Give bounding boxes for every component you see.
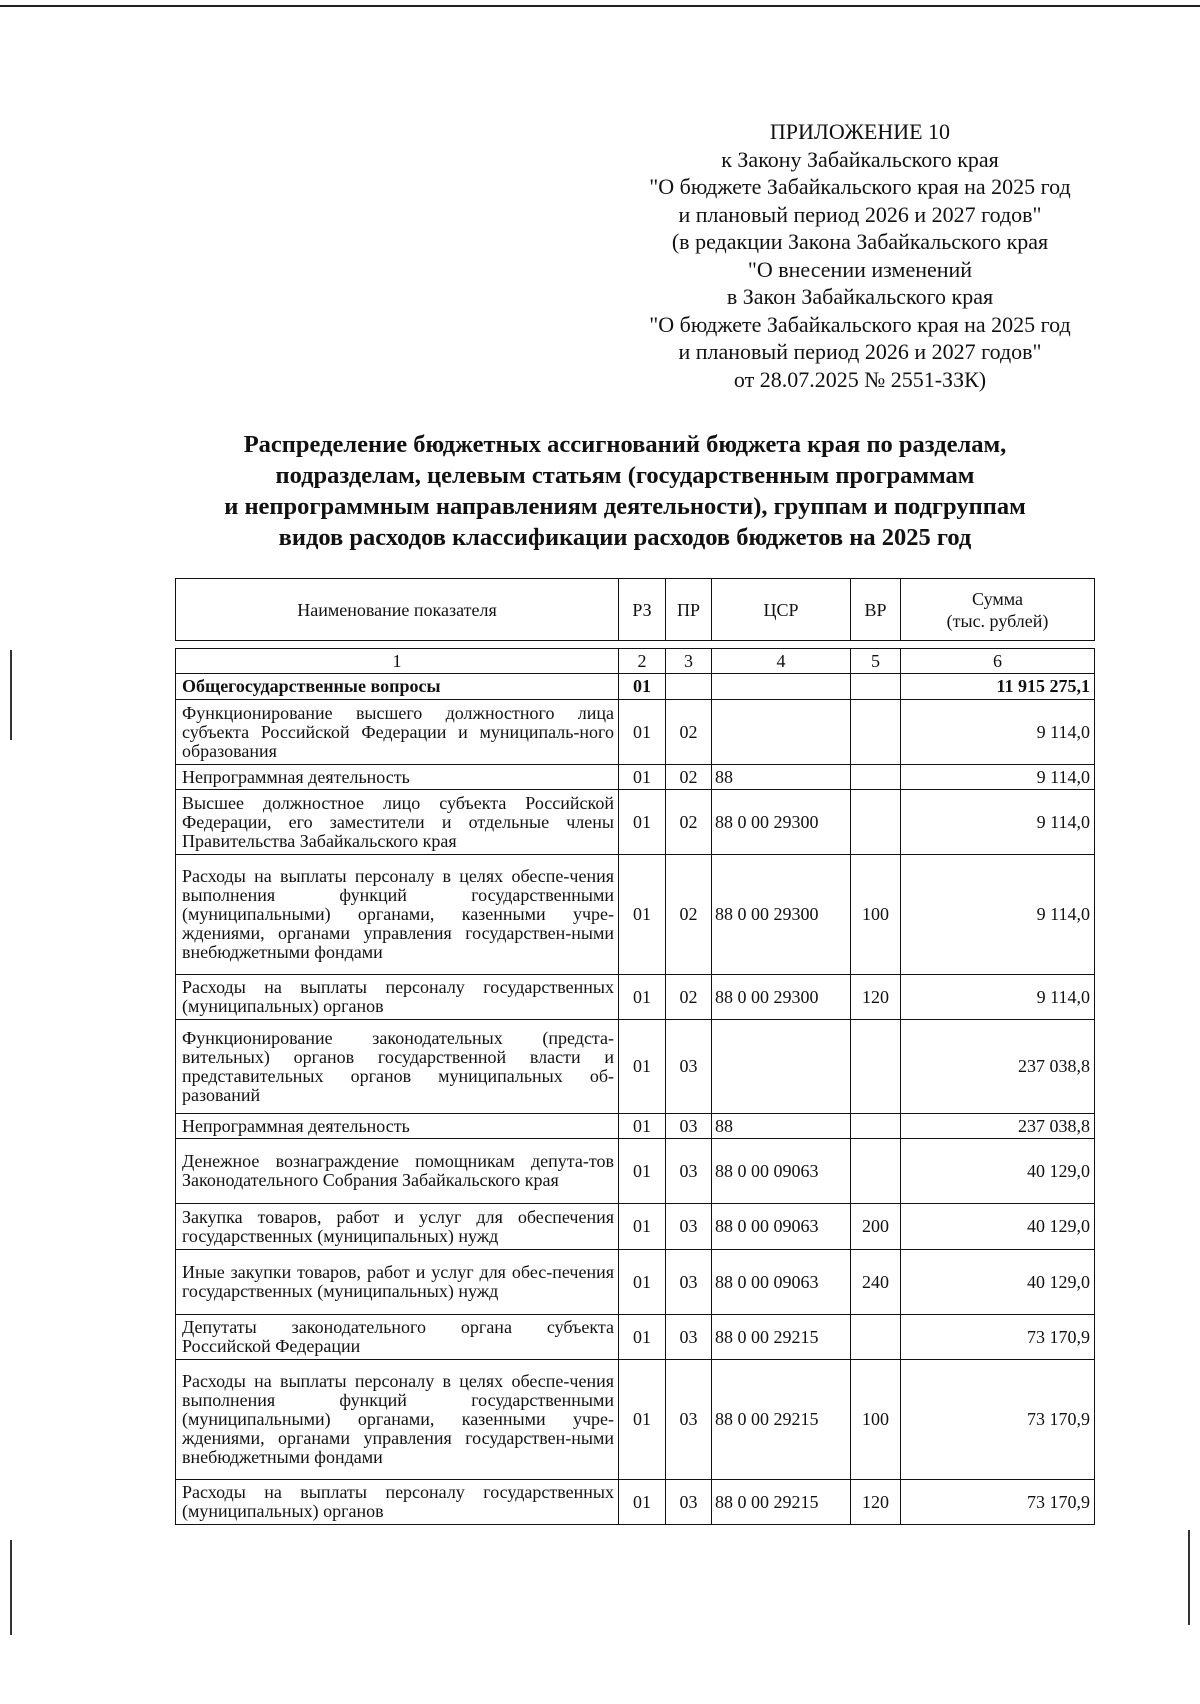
row-name: Расходы на выплаты персоналу государственных (муниципальных) органов bbox=[176, 1480, 619, 1525]
row-pr: 03 bbox=[666, 1139, 712, 1204]
appendix-line: в Закон Забайкальского края bbox=[726, 284, 994, 309]
column-number: 1 bbox=[176, 649, 619, 674]
header-pr: ПР bbox=[666, 579, 712, 641]
row-name: Функционирование высшего должностного лица субъекта Российской Федерации и муниципаль-ного образования bbox=[176, 700, 619, 765]
appendix-line: "О бюджете Забайкальского края на 2025 год bbox=[649, 174, 1071, 199]
table-row bbox=[176, 1114, 1095, 1139]
row-csr: 88 0 00 29300 bbox=[712, 855, 851, 975]
row-name: Расходы на выплаты персоналу в целях обеспе-чения выполнения функций государственными (муниципальными) органами, казенными учре-ждениями, органами управления государствен-ными внебюджетными фондами bbox=[176, 855, 619, 975]
row-rz: 01 bbox=[619, 975, 666, 1020]
row-name: Закупка товаров, работ и услуг для обеспечения государственных (муниципальных) нужд bbox=[176, 1204, 619, 1250]
row-pr: 03 bbox=[666, 1480, 712, 1525]
row-rz: 01 bbox=[619, 1250, 666, 1315]
table-row bbox=[176, 765, 1095, 790]
left-margin-mark bbox=[10, 650, 12, 740]
title-line: видов расходов классификации расходов бюджетов на 2025 год bbox=[278, 524, 972, 551]
row-pr: 03 bbox=[666, 1114, 712, 1139]
row-sum: 9 114,0 bbox=[901, 855, 1095, 975]
row-vr: 240 bbox=[851, 1250, 901, 1315]
row-name: Расходы на выплаты персоналу в целях обеспе-чения выполнения функций государственными (муниципальными) органами, казенными учре-ждениями, органами управления государствен-ными внебюджетными фондами bbox=[176, 1360, 619, 1480]
table-row bbox=[176, 1204, 1095, 1250]
table-row bbox=[176, 1020, 1095, 1114]
row-sum: 73 170,9 bbox=[901, 1480, 1095, 1525]
column-number: 4 bbox=[712, 649, 851, 674]
row-rz: 01 bbox=[619, 855, 666, 975]
row-pr: 02 bbox=[666, 700, 712, 765]
appendix-line: и плановый период 2026 и 2027 годов" bbox=[678, 201, 1042, 227]
row-rz: 01 bbox=[619, 1204, 666, 1250]
left-margin-mark-lower bbox=[10, 1540, 12, 1635]
row-pr: 03 bbox=[666, 1360, 712, 1480]
row-name: Непрограммная деятельность bbox=[176, 765, 619, 790]
row-csr bbox=[712, 674, 851, 700]
table-row bbox=[176, 1139, 1095, 1204]
row-pr: 02 bbox=[666, 765, 712, 790]
row-sum: 9 114,0 bbox=[901, 790, 1095, 855]
row-rz: 01 bbox=[619, 1360, 666, 1480]
page-top-border bbox=[0, 5, 1200, 7]
row-vr bbox=[851, 674, 901, 700]
row-name: Депутаты законодательного органа субъекта Российской Федерации bbox=[176, 1315, 619, 1360]
row-pr bbox=[666, 674, 712, 700]
budget-table bbox=[175, 648, 1095, 1525]
row-csr: 88 0 00 09063 bbox=[712, 1139, 851, 1204]
row-name: Общегосударственные вопросы bbox=[176, 674, 619, 700]
title-line: и непрограммным направлениям деятельности), группам и подгруппам bbox=[224, 493, 1026, 520]
row-sum: 237 038,8 bbox=[901, 1020, 1095, 1114]
row-pr: 03 bbox=[666, 1315, 712, 1360]
row-pr: 02 bbox=[666, 790, 712, 855]
row-pr: 02 bbox=[666, 855, 712, 975]
row-csr: 88 0 00 29215 bbox=[712, 1360, 851, 1480]
row-name: Функционирование законодательных (предста-вительных) органов государственной власти и представительных органов муниципальных об-разований bbox=[176, 1020, 619, 1114]
row-sum: 73 170,9 bbox=[901, 1360, 1095, 1480]
document-title bbox=[160, 429, 1090, 553]
row-sum: 11 915 275,1 bbox=[901, 674, 1095, 700]
row-csr: 88 0 00 09063 bbox=[712, 1250, 851, 1315]
column-number: 6 bbox=[901, 649, 1095, 674]
row-pr: 03 bbox=[666, 1204, 712, 1250]
appendix-line: к Закону Забайкальского края bbox=[721, 146, 999, 172]
appendix-header bbox=[610, 118, 1110, 393]
row-csr: 88 0 00 29300 bbox=[712, 790, 851, 855]
row-rz: 01 bbox=[619, 1020, 666, 1114]
header-sum-line2: (тыс. рублей) bbox=[946, 610, 1049, 631]
row-vr bbox=[851, 1315, 901, 1360]
table-row bbox=[176, 1315, 1095, 1360]
row-csr: 88 0 00 29300 bbox=[712, 975, 851, 1020]
row-pr: 03 bbox=[666, 1250, 712, 1315]
row-name: Высшее должностное лицо субъекта Российской Федерации, его заместители и отдельные члены Правительства Забайкальского края bbox=[176, 790, 619, 855]
header-rz: РЗ bbox=[619, 579, 666, 641]
row-name: Расходы на выплаты персоналу государственных (муниципальных) органов bbox=[176, 975, 619, 1020]
row-sum: 40 129,0 bbox=[901, 1204, 1095, 1250]
row-name: Денежное вознаграждение помощникам депута-тов Законодательного Собрания Забайкальского края bbox=[176, 1139, 619, 1204]
row-rz: 01 bbox=[619, 1480, 666, 1525]
appendix-line: "О внесении изменений bbox=[747, 256, 973, 282]
appendix-line: (в редакции Закона Забайкальского края bbox=[671, 229, 1049, 254]
row-rz: 01 bbox=[619, 674, 666, 700]
row-vr bbox=[851, 765, 901, 790]
row-vr bbox=[851, 1139, 901, 1204]
row-rz: 01 bbox=[619, 790, 666, 855]
row-rz: 01 bbox=[619, 700, 666, 765]
table-row bbox=[176, 1480, 1095, 1525]
row-csr bbox=[712, 1020, 851, 1114]
row-name: Непрограммная деятельность bbox=[176, 1114, 619, 1139]
row-csr: 88 0 00 29215 bbox=[712, 1480, 851, 1525]
header-name: Наименование показателя bbox=[176, 579, 619, 641]
table-row bbox=[176, 674, 1095, 700]
row-sum: 73 170,9 bbox=[901, 1315, 1095, 1360]
column-number: 5 bbox=[851, 649, 901, 674]
row-sum: 9 114,0 bbox=[901, 765, 1095, 790]
row-rz: 01 bbox=[619, 1139, 666, 1204]
row-rz: 01 bbox=[619, 1315, 666, 1360]
column-number-row bbox=[176, 649, 1095, 674]
header-csr: ЦСР bbox=[712, 579, 851, 641]
table-row bbox=[176, 975, 1095, 1020]
column-number: 2 bbox=[619, 649, 666, 674]
right-margin-mark bbox=[1188, 1530, 1190, 1625]
row-pr: 02 bbox=[666, 975, 712, 1020]
table-row bbox=[176, 790, 1095, 855]
appendix-line: ПРИЛОЖЕНИЕ 10 bbox=[769, 119, 951, 144]
row-vr: 120 bbox=[851, 975, 901, 1020]
row-csr: 88 0 00 09063 bbox=[712, 1204, 851, 1250]
header-sum bbox=[901, 579, 1095, 641]
row-sum: 40 129,0 bbox=[901, 1250, 1095, 1315]
title-line: Распределение бюджетных ассигнований бюджета края по разделам, bbox=[243, 431, 1007, 458]
row-vr: 100 bbox=[851, 1360, 901, 1480]
appendix-line: и плановый период 2026 и 2027 годов" bbox=[678, 339, 1042, 364]
row-vr: 200 bbox=[851, 1204, 901, 1250]
row-sum: 9 114,0 bbox=[901, 700, 1095, 765]
column-number: 3 bbox=[666, 649, 712, 674]
budget-table-body bbox=[176, 649, 1095, 1525]
row-sum: 9 114,0 bbox=[901, 975, 1095, 1020]
row-vr bbox=[851, 1020, 901, 1114]
row-vr bbox=[851, 700, 901, 765]
row-vr bbox=[851, 1114, 901, 1139]
row-rz: 01 bbox=[619, 1114, 666, 1139]
appendix-line: "О бюджете Забайкальского края на 2025 год bbox=[649, 311, 1071, 337]
row-csr bbox=[712, 700, 851, 765]
row-sum: 237 038,8 bbox=[901, 1114, 1095, 1139]
header-sum-line1: Сумма bbox=[972, 588, 1023, 609]
row-vr: 120 bbox=[851, 1480, 901, 1525]
row-vr: 100 bbox=[851, 855, 901, 975]
row-pr: 03 bbox=[666, 1020, 712, 1114]
table-row bbox=[176, 855, 1095, 975]
table-row bbox=[176, 700, 1095, 765]
row-vr bbox=[851, 790, 901, 855]
header-vr: ВР bbox=[851, 579, 901, 641]
row-rz: 01 bbox=[619, 765, 666, 790]
title-line: подразделам, целевым статьям (государственным программам bbox=[275, 462, 975, 489]
row-sum: 40 129,0 bbox=[901, 1139, 1095, 1204]
table-header bbox=[175, 578, 1095, 641]
row-name: Иные закупки товаров, работ и услуг для обес-печения государственных (муниципальных) нужд bbox=[176, 1250, 619, 1315]
row-csr: 88 0 00 29215 bbox=[712, 1315, 851, 1360]
table-row bbox=[176, 1360, 1095, 1480]
table-row bbox=[176, 1250, 1095, 1315]
appendix-line: от 28.07.2025 № 2551-ЗЗК) bbox=[733, 366, 987, 392]
row-csr: 88 bbox=[712, 1114, 851, 1139]
row-csr: 88 bbox=[712, 765, 851, 790]
